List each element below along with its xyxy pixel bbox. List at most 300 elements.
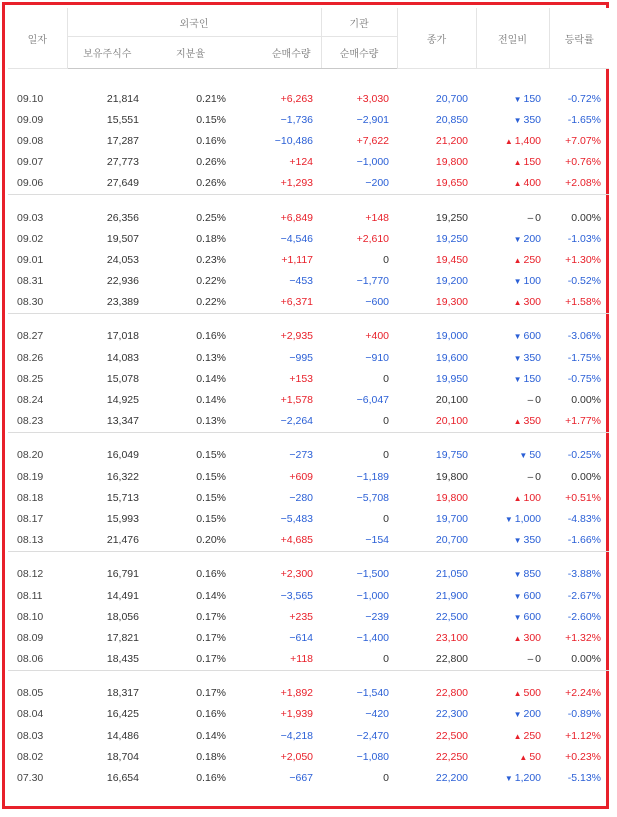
header-change: 전일비 xyxy=(476,8,549,69)
change-value: 200 xyxy=(523,232,542,245)
close-cell: 22,200 xyxy=(435,772,469,785)
holdings-cell: 18,435 xyxy=(106,653,139,666)
date-cell: 08.19 xyxy=(17,470,44,483)
date-cell: 08.03 xyxy=(17,729,44,742)
group-spacer xyxy=(8,675,609,683)
close-cell: 22,300 xyxy=(435,708,469,721)
holdings-cell: 21,814 xyxy=(106,92,139,105)
holdings-cell: 17,821 xyxy=(106,631,139,644)
table-row xyxy=(8,173,609,195)
institution-net-cell: −1,000 xyxy=(356,156,390,169)
date-cell: 09.01 xyxy=(17,253,44,266)
rate-cell: +0.51% xyxy=(565,491,602,504)
spacer-cell xyxy=(8,437,609,445)
ratio-cell: 0.15% xyxy=(196,512,226,525)
holdings-cell: 24,053 xyxy=(106,253,139,266)
dash-icon: – xyxy=(527,654,534,666)
ratio-cell: 0.21% xyxy=(196,92,226,105)
ratio-cell: 0.15% xyxy=(196,491,226,504)
spacer-cell xyxy=(8,318,609,326)
date-cell: 08.04 xyxy=(17,708,44,721)
foreign-net-cell: −3,565 xyxy=(280,589,314,602)
arrow-down-icon: ▼ xyxy=(513,234,522,244)
table-row xyxy=(8,530,609,552)
change-value: 0 xyxy=(535,211,542,224)
institution-net-cell: +400 xyxy=(365,330,390,343)
ratio-cell: 0.22% xyxy=(196,296,226,309)
change-value: 0 xyxy=(535,394,542,407)
table-row xyxy=(8,564,609,585)
ratio-cell: 0.14% xyxy=(196,394,226,407)
close-cell: 19,250 xyxy=(435,232,469,245)
holdings-cell: 22,936 xyxy=(106,275,139,288)
separator-cell xyxy=(8,69,609,89)
holdings-cell: 14,083 xyxy=(106,351,139,364)
foreign-net-cell: −273 xyxy=(289,449,314,462)
group-spacer xyxy=(8,437,609,445)
change-value: 250 xyxy=(523,253,542,266)
header-date: 일자 xyxy=(8,8,67,69)
ratio-cell: 0.14% xyxy=(196,729,226,742)
table-row xyxy=(8,249,609,270)
change-cell xyxy=(476,152,549,173)
arrow-down-icon: ▼ xyxy=(513,612,522,622)
date-cell: 08.12 xyxy=(17,568,44,581)
change-cell xyxy=(476,627,549,648)
ratio-cell: 0.17% xyxy=(196,653,226,666)
change-cell xyxy=(476,445,549,466)
close-cell: 21,200 xyxy=(435,134,469,147)
arrow-up-icon: ▲ xyxy=(513,633,522,643)
rate-cell: -0.72% xyxy=(567,92,602,105)
arrow-down-icon: ▼ xyxy=(513,353,522,363)
close-cell: 20,850 xyxy=(435,113,469,126)
arrow-down-icon: ▼ xyxy=(513,94,522,104)
table-row xyxy=(8,746,609,767)
ratio-cell: 0.17% xyxy=(196,610,226,623)
institution-net-cell: 0 xyxy=(383,449,390,462)
table-row xyxy=(8,326,609,347)
close-cell: 23,100 xyxy=(435,631,469,644)
rate-cell: +2.24% xyxy=(565,687,602,700)
holdings-cell: 17,287 xyxy=(106,134,139,147)
table-row xyxy=(8,292,609,314)
arrow-up-icon: ▲ xyxy=(513,179,522,189)
holdings-cell: 18,056 xyxy=(106,610,139,623)
institution-net-cell: 0 xyxy=(383,512,390,525)
ratio-cell: 0.25% xyxy=(196,211,226,224)
rate-cell: 0.00% xyxy=(571,470,602,483)
institution-net-cell: 0 xyxy=(383,415,390,428)
foreign-net-cell: +4,685 xyxy=(280,534,314,547)
change-cell xyxy=(476,173,549,195)
ratio-cell: 0.23% xyxy=(196,253,226,266)
table-body xyxy=(8,69,609,789)
dash-icon: – xyxy=(527,395,534,407)
ratio-cell: 0.20% xyxy=(196,534,226,547)
ratio-cell: 0.15% xyxy=(196,113,226,126)
rate-cell: +7.07% xyxy=(565,134,602,147)
close-cell: 19,800 xyxy=(435,156,469,169)
date-cell: 08.18 xyxy=(17,491,44,504)
date-cell: 08.13 xyxy=(17,534,44,547)
institution-net-cell: +148 xyxy=(365,211,390,224)
close-cell: 22,500 xyxy=(435,729,469,742)
holdings-cell: 23,389 xyxy=(106,296,139,309)
holdings-cell: 16,425 xyxy=(106,708,139,721)
close-cell: 20,700 xyxy=(435,534,469,547)
rate-cell: -4.83% xyxy=(567,512,602,525)
change-cell xyxy=(476,207,549,228)
institution-net-cell: −1,080 xyxy=(356,750,390,763)
institution-net-cell: −154 xyxy=(365,534,390,547)
institution-net-cell: 0 xyxy=(383,772,390,785)
institution-net-cell: −910 xyxy=(365,351,390,364)
header-close: 종가 xyxy=(397,8,476,69)
holdings-cell: 16,049 xyxy=(106,449,139,462)
rate-cell: +1.32% xyxy=(565,631,602,644)
date-cell: 08.09 xyxy=(17,631,44,644)
change-value: 150 xyxy=(523,372,542,385)
close-cell: 19,700 xyxy=(435,512,469,525)
holdings-cell: 14,925 xyxy=(106,394,139,407)
holdings-cell: 13,347 xyxy=(106,415,139,428)
header-rate: 등락률 xyxy=(549,8,609,69)
close-cell: 21,900 xyxy=(435,589,469,602)
change-value: 850 xyxy=(523,568,542,581)
rate-cell: +2.08% xyxy=(565,177,602,190)
foreign-net-cell: +1,117 xyxy=(281,253,314,266)
rate-cell: 0.00% xyxy=(571,653,602,666)
foreign-net-cell: +6,263 xyxy=(280,92,314,105)
ratio-cell: 0.16% xyxy=(196,772,226,785)
table-row xyxy=(8,152,609,173)
ratio-cell: 0.26% xyxy=(196,156,226,169)
close-cell: 22,800 xyxy=(435,687,469,700)
change-value: 0 xyxy=(535,653,542,666)
ratio-cell: 0.16% xyxy=(196,134,226,147)
foreign-net-cell: −280 xyxy=(289,491,314,504)
date-cell: 08.30 xyxy=(17,296,44,309)
change-cell xyxy=(476,649,549,671)
arrow-up-icon: ▲ xyxy=(513,417,522,427)
close-cell: 19,650 xyxy=(435,177,469,190)
rate-cell: 0.00% xyxy=(571,394,602,407)
change-value: 300 xyxy=(523,296,542,309)
holdings-cell: 15,078 xyxy=(106,372,139,385)
holdings-cell: 18,704 xyxy=(106,750,139,763)
change-cell xyxy=(476,564,549,585)
change-cell xyxy=(476,585,549,606)
date-cell: 07.30 xyxy=(17,772,44,785)
table-row xyxy=(8,767,609,788)
institution-net-cell: −2,901 xyxy=(356,113,390,126)
close-cell: 19,600 xyxy=(435,351,469,364)
rate-cell: -1.75% xyxy=(567,351,602,364)
ratio-cell: 0.15% xyxy=(196,470,226,483)
institution-net-cell: −2,470 xyxy=(356,729,390,742)
arrow-down-icon: ▼ xyxy=(513,536,522,546)
close-cell: 19,800 xyxy=(435,491,469,504)
close-cell: 19,250 xyxy=(435,211,469,224)
change-value: 350 xyxy=(523,113,542,126)
rate-cell: -2.67% xyxy=(567,589,602,602)
arrow-up-icon: ▲ xyxy=(513,493,522,503)
change-cell xyxy=(476,368,549,389)
spacer-cell xyxy=(8,556,609,564)
close-cell: 19,950 xyxy=(435,372,469,385)
foreign-net-cell: +2,300 xyxy=(280,568,314,581)
date-cell: 08.11 xyxy=(17,589,43,602)
table-row xyxy=(8,487,609,508)
change-value: 150 xyxy=(523,92,542,105)
change-cell xyxy=(476,228,549,249)
holdings-cell: 15,993 xyxy=(106,512,139,525)
date-cell: 09.09 xyxy=(17,113,44,126)
change-value: 350 xyxy=(523,534,542,547)
change-cell xyxy=(476,88,549,109)
institution-net-cell: 0 xyxy=(383,253,390,266)
arrow-up-icon: ▲ xyxy=(519,752,528,762)
dash-icon: – xyxy=(527,212,534,224)
institution-net-cell: 0 xyxy=(383,372,390,385)
date-cell: 08.27 xyxy=(17,330,44,343)
rate-cell: -1.65% xyxy=(567,113,602,126)
change-cell xyxy=(476,704,549,725)
change-value: 350 xyxy=(523,415,542,428)
date-cell: 08.06 xyxy=(17,653,44,666)
holdings-cell: 14,491 xyxy=(106,589,139,602)
investor-trading-table xyxy=(8,8,609,789)
rate-cell: -0.75% xyxy=(567,372,602,385)
date-cell: 09.08 xyxy=(17,134,44,147)
institution-net-cell: −239 xyxy=(365,610,390,623)
holdings-cell: 17,018 xyxy=(106,330,139,343)
rate-cell: +1.77% xyxy=(565,415,602,428)
change-value: 250 xyxy=(523,729,542,742)
change-value: 50 xyxy=(529,449,542,462)
change-value: 150 xyxy=(523,156,542,169)
arrow-down-icon: ▼ xyxy=(504,514,513,524)
date-cell: 08.26 xyxy=(17,351,44,364)
institution-net-cell: 0 xyxy=(383,653,390,666)
ratio-cell: 0.22% xyxy=(196,275,226,288)
arrow-up-icon: ▲ xyxy=(513,731,522,741)
arrow-down-icon: ▼ xyxy=(513,591,522,601)
group-spacer xyxy=(8,556,609,564)
institution-net-cell: −1,000 xyxy=(356,589,390,602)
foreign-net-cell: +235 xyxy=(289,610,314,623)
date-cell: 09.06 xyxy=(17,177,44,190)
foreign-net-cell: −4,546 xyxy=(280,232,314,245)
foreign-net-cell: +2,050 xyxy=(280,750,314,763)
ratio-cell: 0.17% xyxy=(196,687,226,700)
institution-net-cell: −200 xyxy=(365,177,390,190)
close-cell: 19,300 xyxy=(435,296,469,309)
table-row xyxy=(8,347,609,368)
change-value: 200 xyxy=(523,708,542,721)
table-row xyxy=(8,130,609,151)
change-cell xyxy=(476,249,549,270)
foreign-net-cell: +153 xyxy=(289,372,314,385)
ratio-cell: 0.16% xyxy=(196,330,226,343)
change-value: 0 xyxy=(535,470,542,483)
table-row xyxy=(8,207,609,228)
foreign-net-cell: −667 xyxy=(289,772,314,785)
close-cell: 20,100 xyxy=(435,394,469,407)
arrow-up-icon: ▲ xyxy=(513,255,522,265)
change-cell xyxy=(476,767,549,788)
ratio-cell: 0.15% xyxy=(196,449,226,462)
holdings-cell: 16,322 xyxy=(106,470,139,483)
holdings-cell: 26,356 xyxy=(106,211,139,224)
foreign-net-cell: +6,371 xyxy=(280,296,314,309)
change-cell xyxy=(476,271,549,292)
close-cell: 20,700 xyxy=(435,92,469,105)
rate-cell: -1.03% xyxy=(567,232,602,245)
arrow-down-icon: ▼ xyxy=(513,332,522,342)
close-cell: 22,250 xyxy=(435,750,469,763)
institution-net-cell: −600 xyxy=(365,296,390,309)
ratio-cell: 0.16% xyxy=(196,708,226,721)
change-value: 50 xyxy=(529,750,542,763)
change-cell xyxy=(476,292,549,314)
header-institution-net: 순매수량 xyxy=(321,37,397,69)
foreign-net-cell: −995 xyxy=(289,351,314,364)
arrow-down-icon: ▼ xyxy=(519,451,528,461)
arrow-down-icon: ▼ xyxy=(513,570,522,580)
close-cell: 19,800 xyxy=(435,470,469,483)
foreign-net-cell: −10,486 xyxy=(274,134,314,147)
change-value: 1,400 xyxy=(514,134,542,147)
arrow-up-icon: ▲ xyxy=(504,136,513,146)
rate-cell: -2.60% xyxy=(567,610,602,623)
ratio-cell: 0.13% xyxy=(196,351,226,364)
date-cell: 08.05 xyxy=(17,687,44,700)
foreign-net-cell: +1,892 xyxy=(280,687,314,700)
ratio-cell: 0.14% xyxy=(196,372,226,385)
change-cell xyxy=(476,508,549,529)
group-spacer xyxy=(8,199,609,207)
header-institution: 기관 xyxy=(321,8,397,37)
ratio-cell: 0.17% xyxy=(196,631,226,644)
close-cell: 19,000 xyxy=(435,330,469,343)
institution-net-cell: −1,770 xyxy=(356,275,390,288)
institution-net-cell: +3,030 xyxy=(356,92,390,105)
arrow-up-icon: ▲ xyxy=(513,158,522,168)
arrow-down-icon: ▼ xyxy=(513,710,522,720)
date-cell: 08.31 xyxy=(17,275,44,288)
ratio-cell: 0.26% xyxy=(196,177,226,190)
change-cell xyxy=(476,411,549,433)
holdings-cell: 16,654 xyxy=(106,772,139,785)
date-cell: 09.10 xyxy=(17,92,44,105)
rate-cell: +1.30% xyxy=(565,253,602,266)
institution-net-cell: −420 xyxy=(365,708,390,721)
rate-cell: -0.89% xyxy=(567,708,602,721)
rate-cell: -0.25% xyxy=(567,449,602,462)
arrow-up-icon: ▲ xyxy=(513,298,522,308)
group-separator xyxy=(8,69,609,89)
table-row xyxy=(8,508,609,529)
foreign-net-cell: −2,264 xyxy=(280,415,314,428)
table-row xyxy=(8,725,609,746)
header-foreign: 외국인 xyxy=(67,8,321,37)
foreign-net-cell: +2,935 xyxy=(280,330,314,343)
table-row xyxy=(8,649,609,671)
date-cell: 08.17 xyxy=(17,512,44,525)
foreign-net-cell: −614 xyxy=(289,631,314,644)
foreign-net-cell: +124 xyxy=(289,156,314,169)
foreign-net-cell: −1,736 xyxy=(280,113,314,126)
table-row xyxy=(8,683,609,704)
institution-net-cell: −5,708 xyxy=(356,491,390,504)
change-value: 1,200 xyxy=(514,772,542,785)
change-value: 600 xyxy=(523,610,542,623)
close-cell: 19,750 xyxy=(435,449,469,462)
rate-cell: -5.13% xyxy=(567,772,602,785)
holdings-cell: 16,791 xyxy=(106,568,139,581)
rate-cell: -3.88% xyxy=(567,568,602,581)
date-cell: 08.02 xyxy=(17,750,44,763)
change-value: 1,000 xyxy=(514,512,542,525)
spacer-cell xyxy=(8,199,609,207)
change-cell xyxy=(476,487,549,508)
holdings-cell: 27,649 xyxy=(106,177,139,190)
date-cell: 08.24 xyxy=(17,394,44,407)
table-row xyxy=(8,88,609,109)
date-cell: 09.03 xyxy=(17,211,44,224)
institution-net-cell: +7,622 xyxy=(356,134,390,147)
date-cell: 09.07 xyxy=(17,156,44,169)
holdings-cell: 27,773 xyxy=(106,156,139,169)
arrow-down-icon: ▼ xyxy=(513,115,522,125)
date-cell: 08.25 xyxy=(17,372,44,385)
holdings-cell: 14,486 xyxy=(106,729,139,742)
institution-net-cell: −1,540 xyxy=(356,687,390,700)
holdings-cell: 15,551 xyxy=(106,113,139,126)
date-cell: 09.02 xyxy=(17,232,44,245)
change-value: 600 xyxy=(523,330,542,343)
change-value: 500 xyxy=(523,687,542,700)
ratio-cell: 0.14% xyxy=(196,589,226,602)
table-row xyxy=(8,271,609,292)
change-value: 400 xyxy=(523,177,542,190)
holdings-cell: 19,507 xyxy=(106,232,139,245)
rate-cell: +1.12% xyxy=(565,729,602,742)
table-row xyxy=(8,606,609,627)
spacer-cell xyxy=(8,675,609,683)
arrow-up-icon: ▲ xyxy=(513,689,522,699)
foreign-net-cell: +6,849 xyxy=(280,211,314,224)
foreign-net-cell: +1,293 xyxy=(280,177,314,190)
table-row xyxy=(8,585,609,606)
change-cell xyxy=(476,109,549,130)
arrow-down-icon: ▼ xyxy=(504,774,513,784)
table-row xyxy=(8,411,609,433)
close-cell: 22,500 xyxy=(435,610,469,623)
group-spacer xyxy=(8,318,609,326)
rate-cell: -1.66% xyxy=(567,534,602,547)
foreign-net-cell: +118 xyxy=(290,653,314,666)
rate-cell: 0.00% xyxy=(571,211,602,224)
date-cell: 08.23 xyxy=(17,415,44,428)
rate-cell: +0.76% xyxy=(565,156,602,169)
close-cell: 19,450 xyxy=(435,253,469,266)
table-row xyxy=(8,368,609,389)
foreign-net-cell: +609 xyxy=(289,470,314,483)
change-cell xyxy=(476,130,549,151)
